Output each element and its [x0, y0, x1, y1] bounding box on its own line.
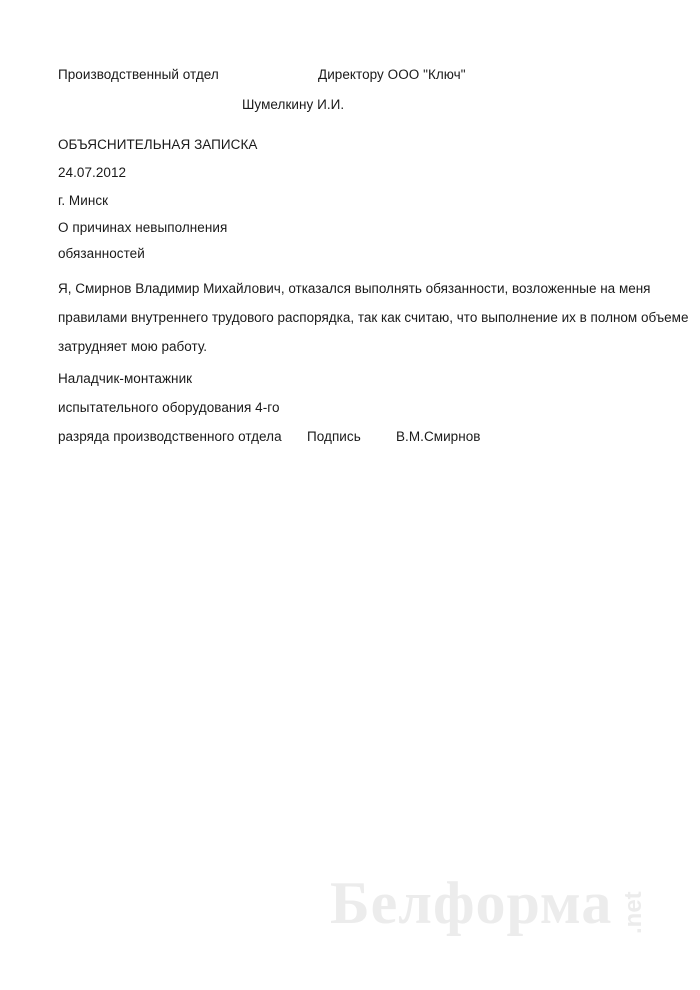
- department-label: Производственный отдел: [58, 67, 219, 82]
- watermark-suffix: .net: [620, 891, 647, 934]
- body-line: Я, Смирнов Владимир Михайлович, отказался выполнять обязанности, возложенные на меня: [58, 281, 651, 296]
- signer-position-line-1: Наладчик-монтажник: [58, 371, 193, 386]
- document-date: 24.07.2012: [58, 165, 127, 180]
- signer-position-line-3: разряда производственного отдела: [58, 429, 282, 444]
- recipient-name: Шумелкину И.И.: [242, 97, 345, 112]
- watermark-logo: [330, 868, 670, 948]
- document-title: ОБЪЯСНИТЕЛЬНАЯ ЗАПИСКА: [58, 137, 258, 152]
- subject-line-2: обязанностей: [58, 246, 145, 261]
- watermark-brand: Белформа: [330, 870, 613, 936]
- body-line: правилами внутреннего трудового распорядка, так как считаю, что выполнение их в полном объеме: [58, 310, 689, 325]
- subject-line-1: О причинах невыполнения: [58, 220, 228, 235]
- document-body: [58, 274, 689, 361]
- body-line: затрудняет мою работу.: [58, 339, 207, 354]
- signature-label: Подпись: [307, 429, 361, 444]
- signer-name: В.М.Смирнов: [396, 429, 481, 444]
- recipient-position: Директору ООО "Ключ": [318, 67, 466, 82]
- signer-position-line-2: испытательного оборудования 4-го: [58, 400, 280, 415]
- document-place: г. Минск: [58, 193, 109, 208]
